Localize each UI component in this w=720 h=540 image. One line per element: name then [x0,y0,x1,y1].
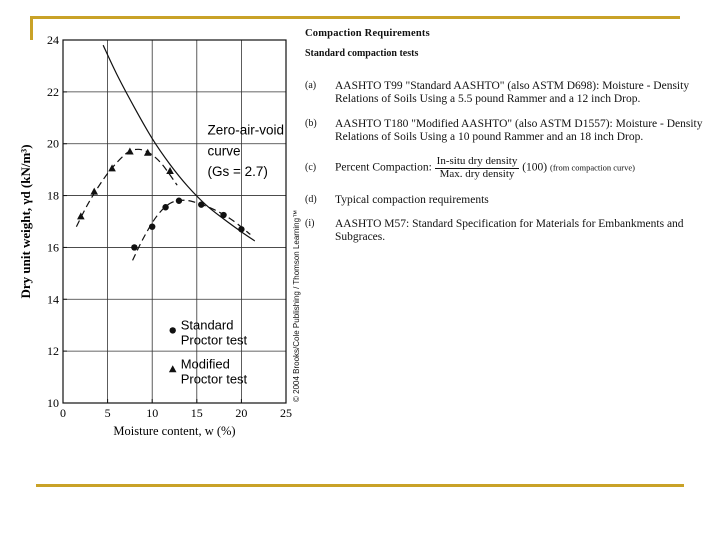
y-tick-label: 10 [47,396,59,410]
y-tick-label: 14 [47,292,59,307]
y-tick-label: 20 [47,136,59,151]
plot-frame [63,40,286,403]
formula-fraction [435,156,520,180]
item-text: Typical compaction requirements [335,194,489,206]
axis-layer [63,40,286,403]
label-layer [18,33,292,438]
copyright-note: © 2004 Brooks/Cole Publishing / Thomson Learning™ [292,209,301,402]
y-tick-label: 24 [47,33,59,47]
percent-compaction-formula [335,156,710,180]
frame-top-line [30,16,680,19]
formula-numerator: In-situ dry density [436,155,518,167]
formula-note: (from compaction curve) [550,162,635,173]
x-tick-label: 5 [104,406,111,420]
x-tick-label: 0 [60,406,66,420]
legend-modified-label-2: Proctor test [180,371,248,387]
zav-label-line2: curve [207,143,241,159]
standard-proctor-point [162,204,168,210]
panel-subtitle: Standard compaction tests [305,48,419,60]
item-text: AASHTO M57: Standard Specification for Materials for Embankments and Subgraces. [335,218,684,244]
y-tick-label: 22 [47,84,59,99]
compaction-chart [0,20,300,460]
standard-proctor-test-line [133,200,251,260]
x-tick-label: 15 [190,406,203,420]
x-tick-label: 25 [280,406,292,420]
item-text: AASHTO T180 "Modified AASHTO" (also ASTM D1557): Moisture - Density Relations of Soils Using a 10 pound Rammer and an 18 inch Drop. [335,118,703,144]
formula-factor: (100) [522,161,548,174]
x-axis-label: Moisture content, w (%) [113,424,236,438]
item-label: (d) [305,194,317,205]
legend-standard-marker [170,327,176,333]
standard-proctor-point [176,198,182,204]
y-axis-label: Dry unit weight, γd (kN/m³) [18,144,33,299]
item-label: (i) [305,218,315,229]
formula-denominator: Max. dry density [439,167,515,180]
y-tick-label: 18 [47,188,59,203]
x-tick-label: 10 [146,406,159,420]
modified-proctor-test-line [76,149,177,226]
zav-label-line1: Zero-air-void [207,122,285,138]
item-label: (b) [305,118,317,129]
zav-label-line3: (Gs = 2.7) [207,164,268,180]
item-text: AASHTO T99 "Standard AASHTO" (also ASTM D698): Moisture - Density Relations of Soils Using a 5.5 pound Rammer and a 12 inch Drop. [335,80,690,106]
formula-prefix: Percent Compaction: [335,161,432,174]
grid-layer [63,40,286,403]
panel-title: Compaction Requirements [305,28,430,39]
legend-standard-label-2: Proctor test [180,332,248,348]
modified-proctor-point [144,149,152,156]
y-tick-label: 16 [47,240,59,255]
legend-modified-label-1: Modified [180,356,230,372]
modified-proctor-point [90,188,98,195]
standard-proctor-point [131,244,137,250]
compaction-requirements-panel [305,28,710,244]
y-tick-label: 12 [47,344,59,359]
standard-proctor-point [149,223,155,229]
legend-modified-marker [169,365,177,372]
item-label: (a) [305,80,317,91]
modified-proctor-point [126,147,134,154]
legend-standard-label-1: Standard [180,317,234,333]
frame-bottom-line [36,484,684,487]
x-tick-label: 20 [235,406,248,420]
item-label: (c) [305,162,317,173]
